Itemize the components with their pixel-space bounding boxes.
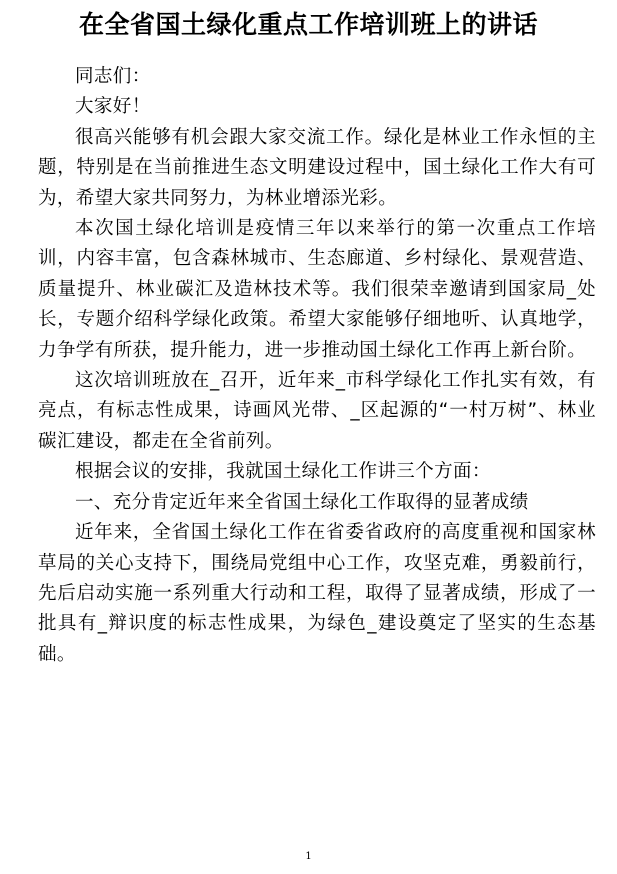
page-number: 1 (305, 851, 312, 862)
paragraph-achievements: 近年来，全省国土绿化工作在省委省政府的高度重视和国家林草局的关心支持下，围绕局党组中心工作，攻坚克难，勇毅前行，先后启动实施一系列重大行动和工程，取得了显著成绩，形成了一批具有_辩识度的标志性成果，为绿色_建设奠定了坚实的生态基础。 (38, 522, 596, 665)
salutation: 同志们： (75, 66, 151, 87)
paragraph-intro: 很高兴能够有机会跟大家交流工作。绿化是林业工作永恒的主题，特别是在当前推进生态文明建设过程中，国土绿化工作大有可为，希望大家共同努力，为林业增添光彩。 (38, 126, 596, 209)
greeting: 大家好！ (75, 96, 151, 118)
document-body (38, 62, 596, 670)
section-heading-1: 一、充分肯定近年来全省国土绿化工作取得的显著成绩 (75, 491, 529, 513)
paragraph-venue: 这次培训班放在_召开，近年来_市科学绿化工作扎实有效，有亮点，有标志性成果，诗画风光带、_区起源的“一村万树”、林业碳汇建设，都走在全省前列。 (38, 370, 596, 452)
paragraph-training-content: 本次国土绿化培训是疫情三年以来举行的第一次重点工作培训，内容丰富，包含森林城市、生态廊道、乡村绿化、景观营造、质量提升、林业碳汇及造林技术等。我们很荣幸邀请到国家局_处长，专题介绍科学绿化政策。希望大家能够仔细地听、认真地学，力争学有所获，提升能力，进一步推动国土绿化工作再上新台阶。 (38, 218, 596, 361)
paragraph-agenda: 根据会议的安排，我就国土绿化工作讲三个方面： (75, 461, 491, 483)
document-title: 在全省国土绿化重点工作培训班上的讲话 (78, 10, 538, 39)
